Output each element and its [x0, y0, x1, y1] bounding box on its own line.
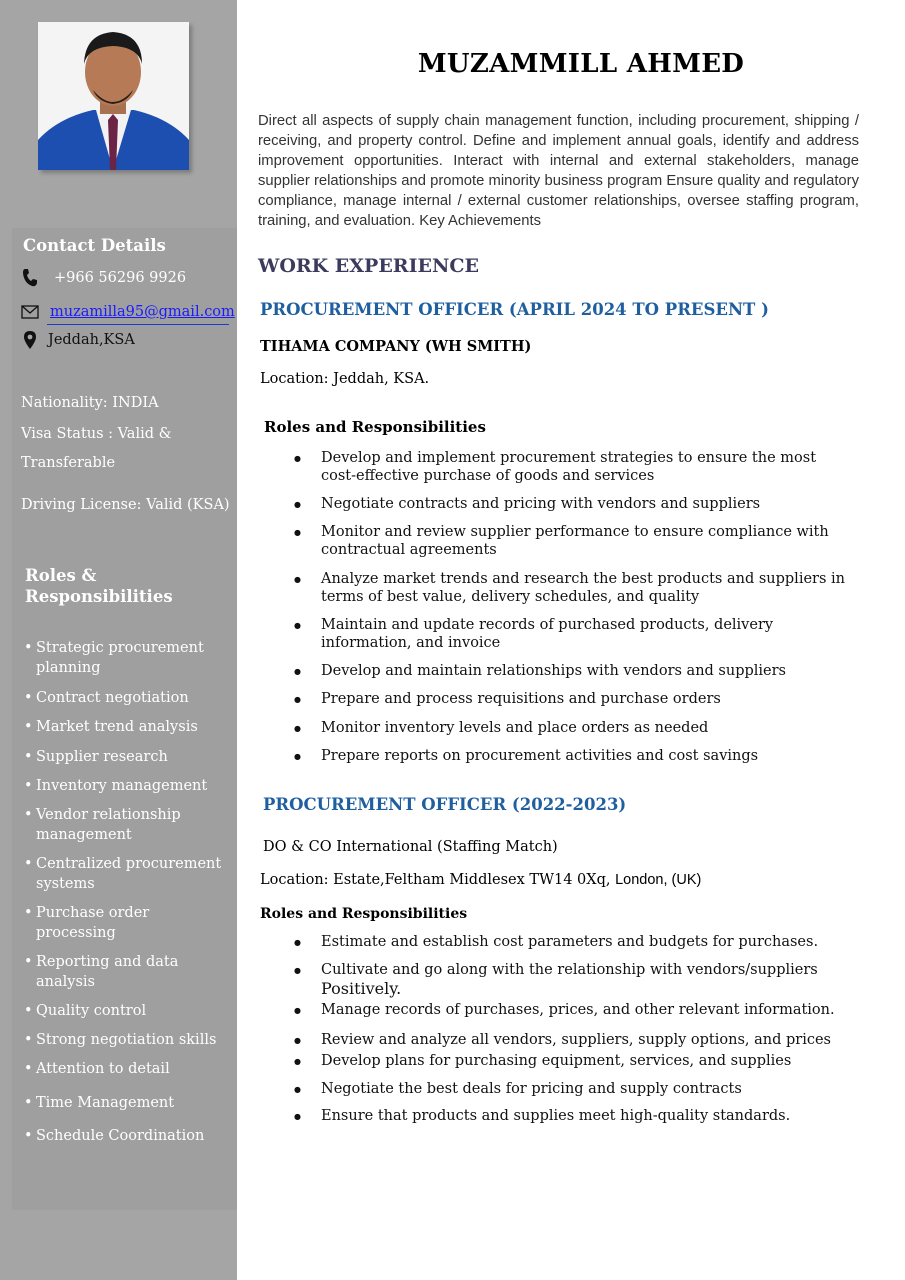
- roles-heading: Roles and Responsibilities: [260, 906, 468, 922]
- job-location: [260, 872, 701, 888]
- skill-item: • Reporting and data analysis: [24, 952, 224, 992]
- responsibility-item: ● Negotiate the best deals for pricing and supply contracts: [292, 1081, 852, 1099]
- responsibility-item: ● Manage records of purchases, prices, and other relevant information.: [292, 1002, 852, 1020]
- responsibility-item: ● Prepare and process requisitions and purchase orders: [292, 691, 852, 709]
- phone-number: +966 56296 9926: [54, 270, 187, 286]
- skill-item: • Schedule Coordination: [24, 1126, 224, 1146]
- responsibility-item: ● Develop and maintain relationships with vendors and suppliers: [292, 663, 852, 681]
- skill-item: • Time Management: [24, 1093, 224, 1113]
- job-title: PROCUREMENT OFFICER (2022-2023): [263, 795, 627, 814]
- company-name: TIHAMA COMPANY (WH SMITH): [260, 338, 532, 355]
- skill-item: • Strong negotiation skills: [24, 1030, 224, 1050]
- email-row: [20, 302, 235, 322]
- skill-item: • Inventory management: [24, 776, 224, 796]
- responsibility-item: ● Develop and implement procurement strategies to ensure the most cost-effective purchase of goods and services: [292, 450, 852, 485]
- sidebar: [0, 0, 237, 1280]
- responsibility-item: ● Ensure that products and supplies meet high-quality standards.: [292, 1108, 852, 1126]
- skill-item: • Market trend analysis: [24, 717, 224, 737]
- sidebar-roles-title: Roles & Responsibilities: [25, 566, 173, 606]
- responsibility-item: ● Prepare reports on procurement activities and cost savings: [292, 748, 852, 766]
- responsibility-item: ● Negotiate contracts and pricing with vendors and suppliers: [292, 496, 852, 514]
- skill-item: • Attention to detail: [24, 1059, 224, 1079]
- responsibility-text-continued: Positively.: [321, 978, 402, 998]
- skill-item: • Contract negotiation: [24, 688, 224, 708]
- visa-status: Visa Status : Valid & Transferable: [21, 426, 172, 471]
- skill-item: • Quality control: [24, 1001, 224, 1021]
- profile-photo: [38, 22, 189, 170]
- responsibility-item: ● Monitor inventory levels and place orders as needed: [292, 720, 852, 738]
- roles-heading: Roles and Responsibilities: [264, 418, 486, 436]
- profile-summary: Direct all aspects of supply chain management function, including procurement, shipping / receiving, and property control. Define and implement annual goals, identify and address improvement opportunities. Interact with internal and external stakeholders, manage supplier relationships and promote minority business program Ensure quality and regulatory compliance, manage internal / external customer relationships, oversee staffing program, training, and evaluation. Key Achievements: [258, 113, 859, 229]
- phone-row: [20, 268, 186, 288]
- responsibility-item: ● Analyze market trends and research the best products and suppliers in terms of best value, delivery schedules, and quality: [292, 571, 852, 606]
- responsibility-item: ● Maintain and update records of purchased products, delivery information, and invoice: [292, 617, 852, 652]
- email-link[interactable]: muzamilla95@gmail.com: [50, 304, 235, 320]
- envelope-icon: [20, 302, 40, 322]
- phone-icon: [20, 268, 40, 288]
- skill-item: • Strategic procurement planning: [24, 638, 224, 678]
- skill-item: • Vendor relationship management: [24, 805, 224, 845]
- job-title: PROCUREMENT OFFICER (APRIL 2024 TO PRESENT ): [260, 300, 769, 319]
- map-pin-icon: [20, 330, 40, 350]
- skill-item: • Supplier research: [24, 747, 224, 767]
- driving-license: Driving License: Valid (KSA): [21, 497, 230, 513]
- email-divider: [47, 324, 229, 325]
- job-location: Location: Jeddah, KSA.: [260, 371, 430, 387]
- contact-title: Contact Details: [23, 236, 166, 255]
- location-row: [20, 330, 135, 350]
- work-experience-heading: WORK EXPERIENCE: [258, 255, 479, 277]
- responsibility-text: Cultivate and go along with the relationship with vendors/suppliers: [321, 962, 818, 978]
- skill-item: • Centralized procurement systems: [24, 854, 224, 894]
- skill-item: • Purchase order processing: [24, 903, 224, 943]
- responsibility-item: ● Review and analyze all vendors, suppliers, supply options, and prices: [292, 1032, 852, 1050]
- responsibility-item: ● Monitor and review supplier performance to ensure compliance with contractual agreements: [292, 524, 852, 559]
- candidate-name: MUZAMMILL AHMED: [417, 49, 745, 79]
- responsibility-item: ● Develop plans for purchasing equipment, services, and supplies: [292, 1053, 852, 1071]
- nationality: Nationality: INDIA: [21, 395, 159, 411]
- company-name: DO & CO International (Staffing Match): [263, 839, 558, 855]
- job-location-address: Location: Estate,Feltham Middlesex TW14 0Xq,: [260, 872, 616, 888]
- responsibility-item: ● Estimate and establish cost parameters and budgets for purchases.: [292, 934, 852, 952]
- location-text: Jeddah,KSA: [48, 332, 135, 348]
- responsibility-item: [292, 962, 852, 999]
- job-location-city: London, (UK): [615, 872, 702, 888]
